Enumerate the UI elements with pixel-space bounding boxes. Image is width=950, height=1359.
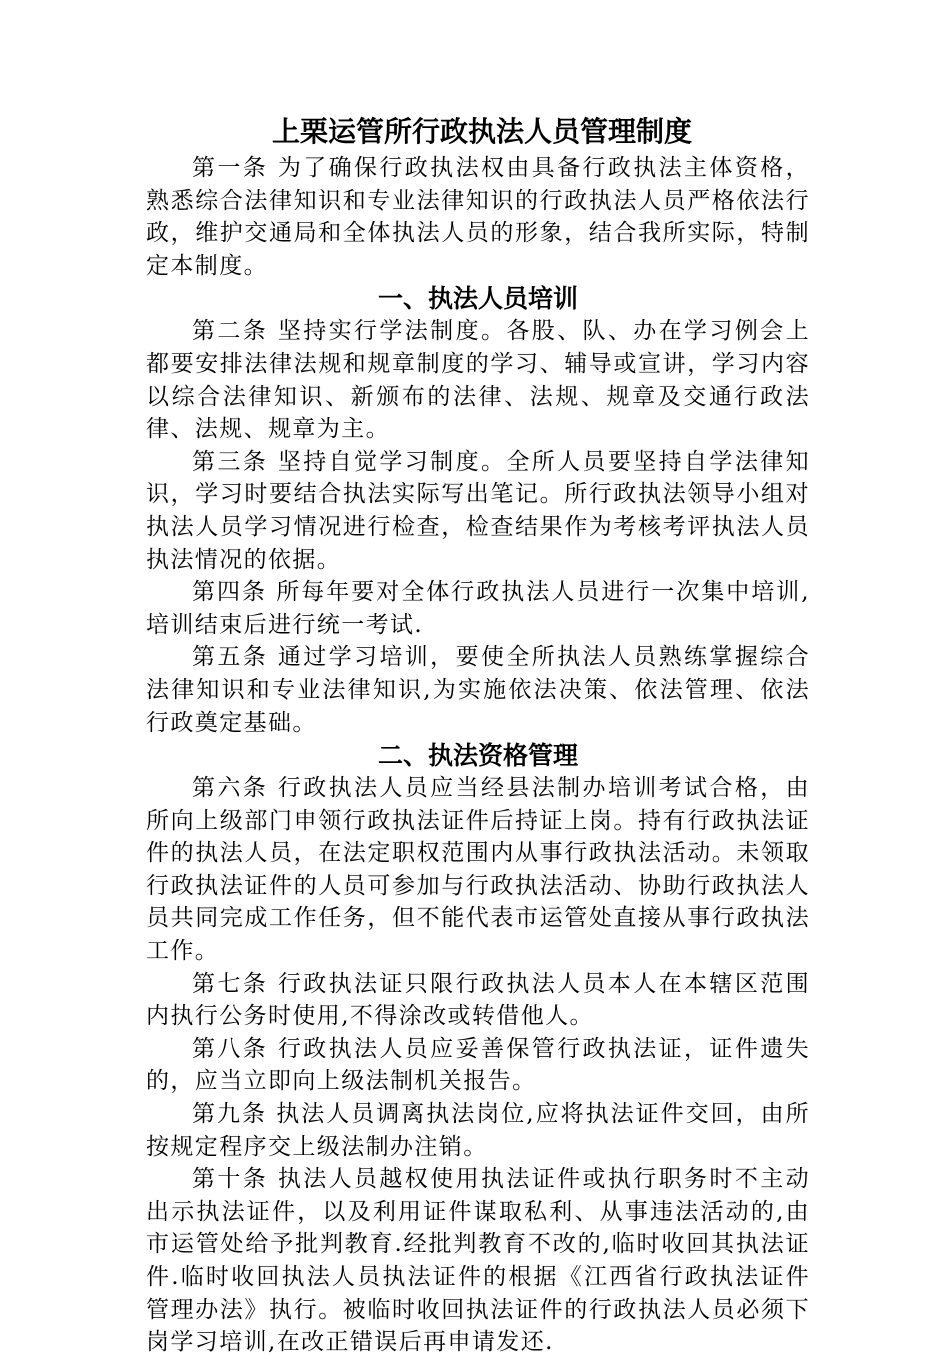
article-2: 第二条 坚持实行学法制度。各股、队、办在学习例会上都要安排法律法规和规章制度的学习、辅导或宣讲，学习内容以综合法律知识、新颁布的法律、法规、规章及交通行政法律、法规、规章为主。 xyxy=(146,318,810,443)
article-6: 第六条 行政执法人员应当经县法制办培训考试合格，由所向上级部门申领行政执法证件后持证上岗。持有行政执法证件的执法人员，在法定职权范围内从事行政执法活动。未领取行政执法证件的人员可参加与行政执法活动、协助行政执法人员共同完成工作任务，但不能代表市运管处直接从事行政执法工作。 xyxy=(146,775,810,965)
section-heading-qualification: 二、执法资格管理 xyxy=(377,741,578,771)
article-3: 第三条 坚持自觉学习制度。全所人员要坚持自学法律知识，学习时要结合执法实际写出笔记。所行政执法领导小组对执法人员学习情况进行检查，检查结果作为考核考评执法人员执法情况的依据。 xyxy=(146,448,810,573)
article-4: 第四条 所每年要对全体行政执法人员进行一次集中培训,培训结束后进行统一考试. xyxy=(146,579,810,638)
document-page xyxy=(146,112,810,1359)
article-7: 第七条 行政执法证只限行政执法人员本人在本辖区范围内执行公务时使用,不得涂改或转借他人。 xyxy=(146,970,810,1030)
section-heading-training: 一、执法人员培训 xyxy=(377,284,578,314)
article-5: 第五条 通过学习培训，要使全所执法人员熟练掌握综合法律知识和专业法律知识,为实施依法决策、依法管理、依法行政奠定基础。 xyxy=(146,644,810,736)
article-1: 第一条 为了确保行政执法权由具备行政执法主体资格，熟悉综合法律知识和专业法律知识的行政执法人员严格依法行政，维护交通局和全体执法人员的形象，结合我所实际，特制定本制度。 xyxy=(146,155,810,279)
article-8: 第八条 行政执法人员应妥善保管行政执法证，证件遗失的，应当立即向上级法制机关报告。 xyxy=(146,1035,810,1095)
article-9: 第九条 执法人员调离执法岗位,应将执法证件交回，由所按规定程序交上级法制办注销。 xyxy=(146,1101,810,1160)
article-10: 第十条 执法人员越权使用执法证件或执行职务时不主动出示执法证件，以及利用证件谋取私利、从事违法活动的,由市运管处给予批判教育.经批判教育不改的,临时收回其执法证件.临时收回执法人员执法证件的根据《江西省行政执法证件管理办法》执行。被临时收回执法证件的行政执法人员必须下岗学习培训,在改正错误后再申请发还. xyxy=(146,1166,810,1356)
document-title: 上栗运管所行政执法人员管理制度 xyxy=(271,115,692,148)
